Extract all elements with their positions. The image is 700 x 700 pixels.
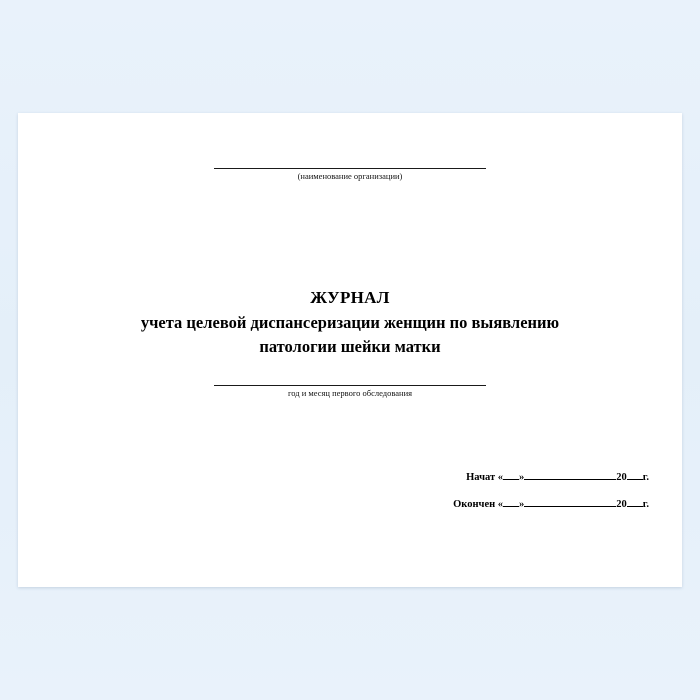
document-title <box>60 287 640 358</box>
organization-field <box>214 168 486 181</box>
first-exam-caption: год и месяц первого обследования <box>287 388 413 398</box>
started-year-prefix: 20 <box>616 472 627 483</box>
organization-caption: (наименование организации) <box>297 171 403 181</box>
finished-year-line <box>627 496 643 507</box>
started-month-line <box>524 469 616 480</box>
started-year-line <box>627 469 643 480</box>
started-quote-close: » <box>519 472 525 483</box>
started-row <box>349 469 649 483</box>
document-sheet <box>18 113 682 587</box>
finished-quote-close: » <box>519 499 525 510</box>
finished-day-line <box>503 496 519 507</box>
finished-year-prefix: 20 <box>616 499 627 510</box>
page-subtitle-line-1: учета целевой диспансеризации женщин по выявлению <box>140 312 560 332</box>
finished-month-line <box>524 496 616 507</box>
started-label: Начат « <box>466 472 504 483</box>
started-year-suffix: г. <box>642 472 649 483</box>
organization-write-line <box>214 168 486 169</box>
finished-label: Окончен « <box>453 499 504 510</box>
first-exam-field <box>214 385 486 398</box>
page-title: ЖУРНАЛ <box>310 288 390 307</box>
first-exam-write-line <box>214 385 486 386</box>
finished-year-suffix: г. <box>642 499 649 510</box>
finished-row <box>349 496 649 510</box>
started-day-line <box>503 469 519 480</box>
page-subtitle-line-2: патологии шейки матки <box>259 337 441 357</box>
document-inner <box>18 113 682 587</box>
signoff-block <box>349 469 649 523</box>
